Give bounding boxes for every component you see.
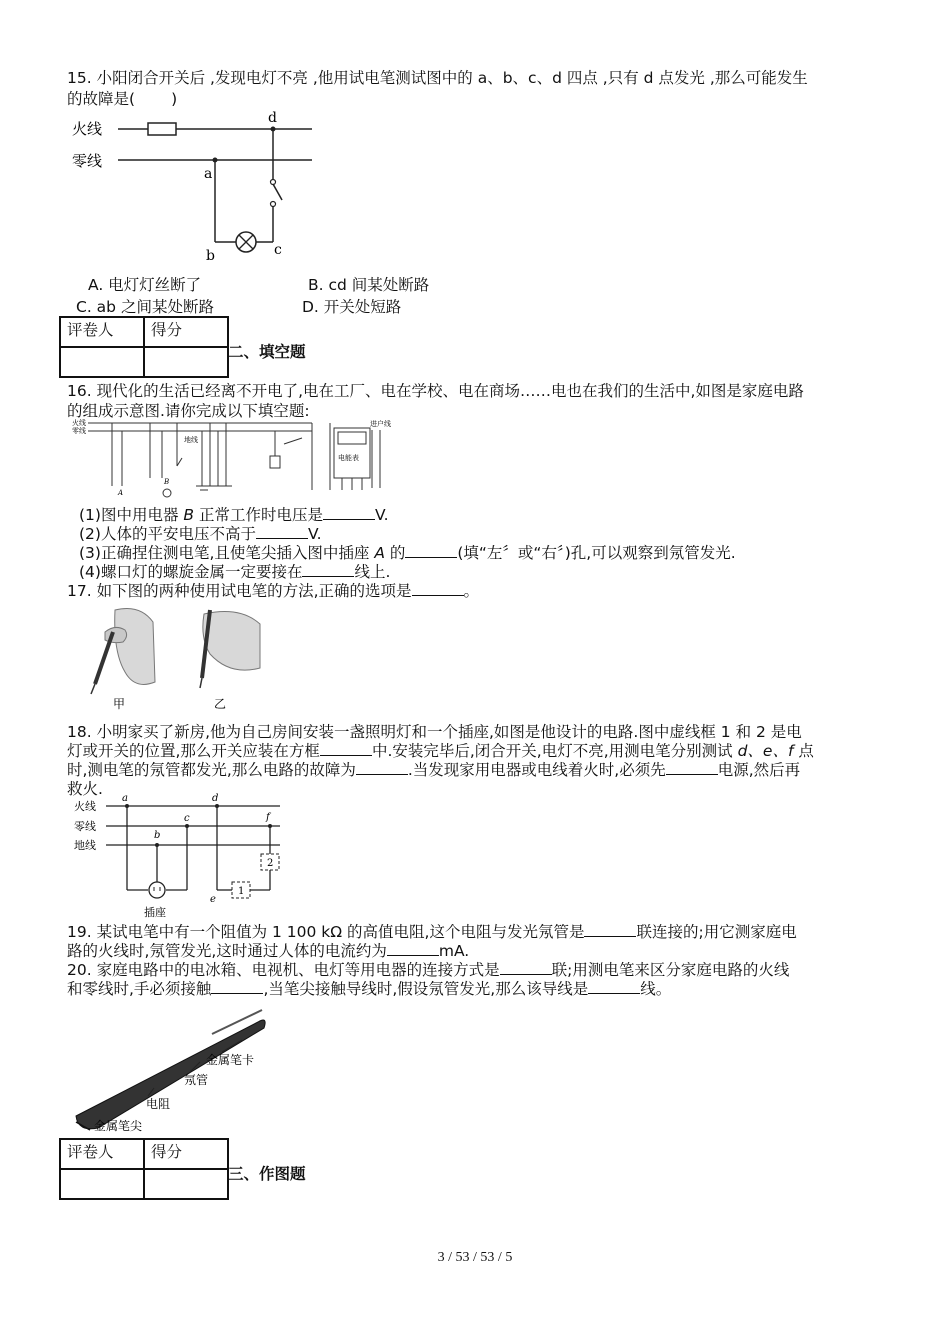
label-resistor: 电阻: [146, 1097, 171, 1111]
grader-cell[interactable]: [60, 1169, 144, 1199]
q20-blank-3[interactable]: [588, 979, 640, 994]
q18-point-b: b: [154, 830, 161, 841]
q18-point-d: d: [212, 793, 219, 804]
grader-label: 评卷人: [60, 317, 144, 347]
q15-stem-line2: 的故障是( ): [67, 90, 178, 108]
q16-live-label: 火线: [72, 419, 86, 427]
q15-option-d[interactable]: D. 开关处短路: [302, 298, 402, 316]
q15-point-a: a: [204, 166, 213, 182]
q17-stem: 17. 如下图的两种使用试电笔的方法,正确的选项是 。: [67, 582, 480, 600]
q16-sub3: (3)正确捏住测电笔,且使笔尖插入图中插座 A 的 (填“左〞或“右〞)孔,可以观察到氖管发光.: [79, 544, 736, 562]
q18-point-a: a: [122, 793, 128, 804]
q19-stem-line1: 19. 某试电笔中有一个阻值为 1 100 kΩ 的高值电阻,这个电阻与发光氖管是 联连接的;用它测家庭电: [67, 923, 797, 941]
q16-blank-2[interactable]: [256, 524, 308, 539]
q20-test-pen-figure: [72, 1004, 272, 1136]
q18-blank-1[interactable]: [320, 741, 372, 756]
q18-stem-line3: 时,测电笔的氖管都发光,那么电路的故障为 .当发现家用电器或电线着火时,必须先 电源,然后再: [67, 761, 801, 779]
q15-stem-line1: 15. 小阳闭合开关后 ,发现电灯不亮 ,他用试电笔测试图中的 a、b、c、d 四点 ,只有 d 点发光 ,那么可能发生: [67, 69, 808, 87]
q18-point-e: e: [210, 894, 216, 905]
score-cell[interactable]: [144, 347, 228, 377]
q16-household-circuit-diagram: [72, 418, 402, 506]
q18-stem-line2: 灯或开关的位置,那么开关应装在方框 中.安装完毕后,闭合开关,电灯不亮,用测电笔分别测试 d、e、f 点: [67, 742, 814, 760]
q20-stem-line2: 和零线时,手必须接触 ,当笔尖接触导线时,假设氖管发光,那么该导线是 线。: [67, 980, 672, 998]
meter-box: [334, 428, 370, 478]
grader-cell[interactable]: [60, 347, 144, 377]
q16-sub4: (4)螺口灯的螺旋金属一定要接在 线上.: [79, 563, 391, 581]
switch-symbol: [273, 184, 282, 200]
socket-symbol: [149, 882, 165, 898]
q17-figure-yi: [190, 602, 270, 712]
q16-sub2: (2)人体的平安电压不高于 V.: [79, 525, 322, 543]
lamp-b-label: B: [164, 478, 170, 486]
meter-label: 电能表: [338, 454, 359, 462]
q18-blank-3[interactable]: [666, 760, 718, 775]
q15-point-c: c: [274, 242, 282, 258]
q16-blank-1[interactable]: [323, 505, 375, 520]
box-2-label: 2: [267, 858, 274, 869]
score-box-2: [59, 1138, 229, 1200]
q15-option-a[interactable]: A. 电灯灯丝断了: [88, 276, 202, 294]
q17-blank[interactable]: [412, 581, 464, 596]
q18-socket-label: 插座: [144, 906, 166, 919]
q16-stem-line2: 的组成示意图.请你完成以下填空题:: [67, 402, 310, 420]
q20-blank-2[interactable]: [211, 979, 263, 994]
section-drawing-title: 三、作图题: [228, 1165, 306, 1183]
lamp-b-symbol: [163, 489, 171, 497]
q17-figure-jia: [85, 602, 175, 712]
q18-room-circuit-diagram: [70, 790, 300, 922]
ground-label: 地线: [184, 436, 198, 444]
q20-stem-line1: 20. 家庭电路中的电冰箱、电视机、电灯等用电器的连接方式是 联;用测电笔来区分家庭电路的火线: [67, 961, 790, 979]
q19-blank-2[interactable]: [387, 941, 439, 956]
q15-point-d: d: [268, 110, 277, 126]
q18-stem-line4: 救火.: [67, 780, 103, 798]
q20-blank-1[interactable]: [500, 960, 552, 975]
fuse-symbol: [148, 123, 176, 135]
q15-neutral-wire-label: 零线: [72, 152, 103, 170]
q15-point-b: b: [206, 248, 215, 264]
q19-blank-1[interactable]: [584, 922, 636, 937]
q15-option-b[interactable]: B. cd 间某处断路: [308, 276, 430, 294]
q18-live-label: 火线: [74, 800, 96, 813]
page-footer: 3 / 53 / 53 / 5: [437, 1250, 513, 1265]
q15-live-wire-label: 火线: [72, 120, 103, 138]
q18-blank-2[interactable]: [356, 760, 408, 775]
q18-stem-line1: 18. 小明家买了新房,他为自己房间安装一盏照明灯和一个插座,如图是他设计的电路.图中虚线框 1 和 2 是电: [67, 723, 802, 741]
section-fill-blank-title: 二、填空题: [228, 343, 306, 361]
socket-a-label: A: [118, 489, 124, 497]
q18-neutral-label: 零线: [74, 820, 96, 833]
label-jia: 甲: [113, 697, 126, 711]
q16-stem-line1: 16. 现代化的生活已经离不开电了,电在工厂、电在学校、电在商场……电也在我们的生活中,如图是家庭电路: [67, 382, 804, 400]
inlet-label: 进户线: [370, 420, 391, 428]
score-box-1: [59, 316, 229, 378]
grader-label: 评卷人: [60, 1139, 144, 1169]
q15-circuit-diagram: [70, 108, 330, 268]
label-yi: 乙: [214, 697, 227, 711]
q19-stem-line2: 路的火线时,氖管发光,这时通过人体的电流约为 mA.: [67, 942, 470, 960]
q18-point-c: c: [184, 813, 190, 824]
score-label: 得分: [144, 1139, 228, 1169]
q16-neutral-label: 零线: [72, 427, 86, 435]
q18-point-f: f: [266, 812, 270, 823]
score-label: 得分: [144, 317, 228, 347]
box-1-label: 1: [238, 886, 245, 897]
score-cell[interactable]: [144, 1169, 228, 1199]
q15-option-c[interactable]: C. ab 之间某处断路: [76, 298, 214, 316]
q18-ground-label: 地线: [74, 839, 96, 852]
q16-blank-3[interactable]: [405, 543, 457, 558]
label-clip: 金属笔卡: [206, 1053, 255, 1067]
label-neon: 氖管: [184, 1073, 209, 1087]
main-switch-symbol: [284, 438, 302, 444]
label-tip: 金属笔尖: [94, 1119, 143, 1133]
q16-sub1: (1)图中用电器 B 正常工作时电压是 V.: [79, 506, 389, 524]
q16-blank-4[interactable]: [302, 562, 354, 577]
